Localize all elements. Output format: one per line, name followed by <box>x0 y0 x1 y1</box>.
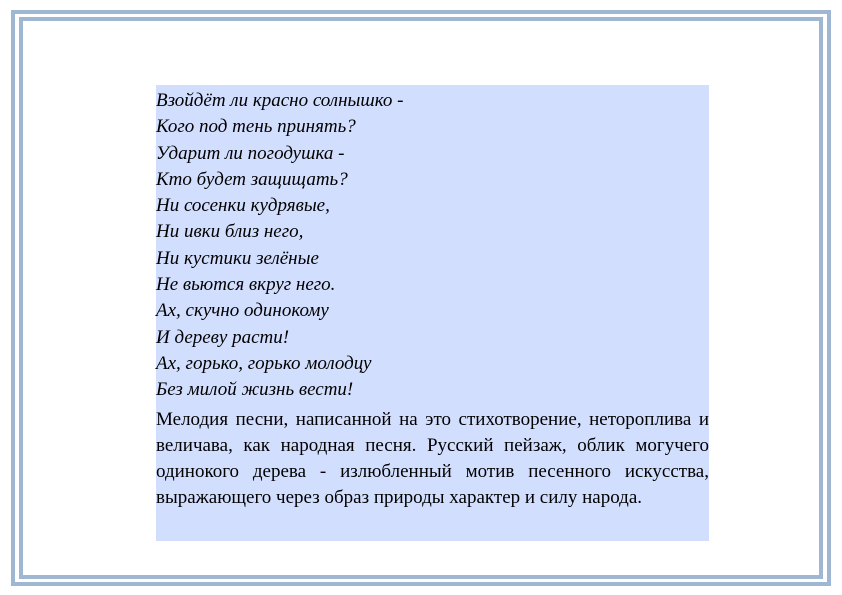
poem-line: Ах, скучно одинокому <box>156 300 329 322</box>
poem-line: Ни ивки близ него, <box>156 221 304 243</box>
poem-line: Ни кустики зелёные <box>156 247 319 269</box>
poem-line: Ударит ли погодушка - <box>156 142 345 164</box>
poem-line: Без милой жизнь вести! <box>156 379 354 401</box>
poem-line: Ни сосенки кудрявые, <box>156 195 330 217</box>
description-paragraph: Мелодия песни, написанной на это стихотворение, нетороплива и величава, как народная песня. Русский пейзаж, облик могучего одинокого дерева - излюбленный мотив песенного искусства, выражающего через образ природы характер и силу народа. <box>156 408 709 509</box>
poem-line: Взойдёт ли красно солнышко - <box>156 90 404 111</box>
poem-line: Не вьются вкруг него. <box>156 274 336 296</box>
poem-line: Кого под тень принять? <box>156 116 356 138</box>
poem <box>156 88 709 404</box>
poem-line: Кто будет защищать? <box>156 168 348 190</box>
poem-line: Ах, горько, горько молодцу <box>156 352 372 374</box>
slide-text-block <box>156 85 709 541</box>
poem-line: И дереву расти! <box>156 326 290 348</box>
